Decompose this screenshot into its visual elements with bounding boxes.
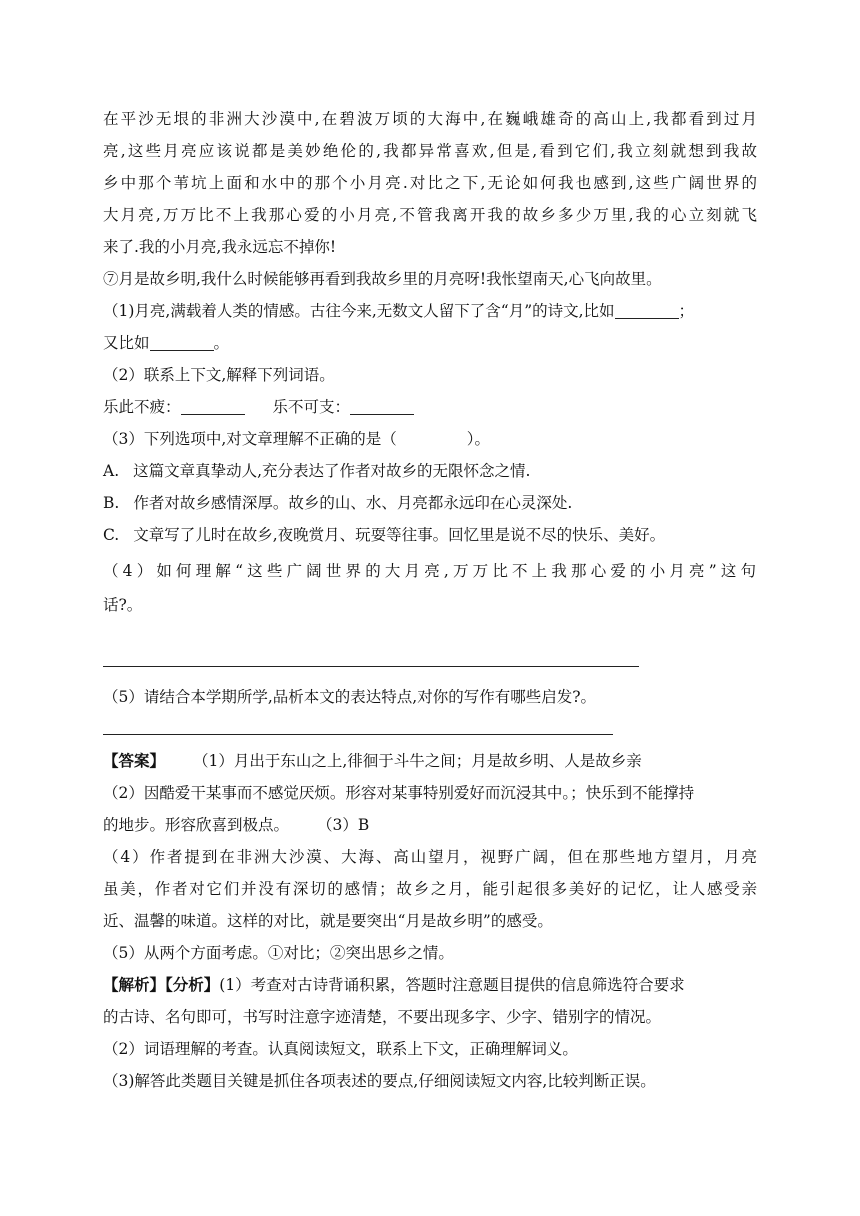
term-1-blank[interactable]: [181, 396, 245, 415]
analysis-line-1: [103, 970, 757, 1000]
question-3-text: （3）下列选项中,对文章理解不正确的是（: [103, 430, 397, 448]
answer-line-4[interactable]: [103, 666, 639, 667]
answer-2-line-2: [103, 810, 757, 840]
question-1-text: （1)月亮,满载着人类的情感。古往今来,无数文人留下了含“月”的诗文,比如: [103, 302, 615, 320]
answer-2-line-1: （2）因酷爱干某事而不感觉厌烦。形容对某事特别爱好而沉浸其中。；快乐到不能撑持: [103, 784, 695, 802]
question-4-line-2: 话?。: [103, 596, 143, 614]
answer-3: （3）B: [317, 816, 370, 834]
question-1-line-2: [103, 328, 757, 358]
term-2-blank[interactable]: [350, 396, 414, 415]
question-1-punct: ；: [678, 302, 695, 320]
answer-5: （5）从两个方面考虑。①对比；②突出思乡之情。: [103, 944, 454, 962]
option-a: [103, 456, 757, 486]
option-c-text: 文章写了儿时在故乡,夜晚赏月、玩耍等往事。回忆里是说不尽的快乐、美好。: [133, 526, 666, 544]
question-3-close: ）。: [466, 430, 491, 448]
question-5: （5）请结合本学期所学,品析本文的表达特点,对你的写作有哪些启发?。: [103, 688, 597, 706]
analysis-text: (1）考查对古诗背诵积累，答题时注意题目提供的信息筛选符合要求: [219, 976, 685, 994]
term-2-label: 乐不可支：: [272, 398, 351, 416]
option-a-label: A.: [103, 462, 120, 480]
term-1-label: 乐此不疲：: [103, 398, 181, 416]
question-1-line-1: [103, 296, 757, 326]
passage-line: 在平沙无垠的非洲大沙漠中,在碧波万顷的大海中,在巍峨雄奇的高山上,我都看到过月: [103, 110, 757, 128]
passage-line: 来了.我的小月亮,我永远忘不掉你!: [103, 238, 337, 256]
passage-line: 乡中那个苇坑上面和水中的那个小月亮.对比之下,无论如何我也感到,这些广阔世界的: [103, 174, 757, 192]
question-1-blank-1[interactable]: [615, 300, 679, 319]
option-c-label: C.: [103, 526, 120, 544]
answer-4-line: 近、温馨的味道。这样的对比，就是要突出“月是故乡明”的感受。: [103, 912, 553, 930]
question-3: [103, 424, 757, 454]
question-1-text-2: 又比如: [103, 334, 150, 352]
passage-paragraph-7: ⑦月是故乡明,我什么时候能够再看到我故乡里的月亮呀!我怅望南天,心飞向故里。: [103, 270, 662, 288]
option-b: [103, 488, 757, 518]
option-b-label: B.: [103, 494, 120, 512]
passage-line: 大月亮,万万比不上我那心爱的小月亮,不管我离开我的故乡多少万里,我的心立刻就飞: [103, 206, 757, 224]
analysis-line: （3)解答此类题目关键是抓住各项表述的要点,仔细阅读短文内容,比较判断正误。: [103, 1072, 656, 1090]
answer-1-line: [103, 746, 757, 776]
option-c: [103, 520, 757, 550]
answer-2-end: 的地步。形容欣喜到极点。: [103, 816, 290, 834]
option-a-text: 这篇文章真挚动人,充分表达了作者对故乡的无限怀念之情.: [133, 462, 531, 480]
analysis-line: （2）词语理解的考查。认真阅读短文，联系上下文，正确理解词义。: [103, 1040, 578, 1058]
analysis-line: 的古诗、名句即可，书写时注意字迹清楚，不要出现多字、少字、错别字的情况。: [103, 1008, 662, 1026]
question-2: （2）联系上下文,解释下列词语。: [103, 366, 335, 384]
question-2-terms: [103, 392, 757, 422]
answer-4-line: （4）作者提到在非洲大沙漠、大海、高山望月，视野广阔，但在那些地方望月，月亮: [103, 848, 757, 866]
answer-4-line: 虽美，作者对它们并没有深切的感情；故乡之月，能引起很多美好的记忆，让人感受亲: [103, 880, 757, 898]
answer-label: 【答案】: [103, 751, 166, 770]
option-b-text: 作者对故乡感情深厚。故乡的山、水、月亮都永远印在心灵深处.: [133, 494, 573, 512]
question-1-end: 。: [213, 334, 230, 352]
question-4-line-1: （4）如何理解“这些广阔世界的大月亮,万万比不上我那心爱的小月亮”这句: [103, 562, 757, 580]
answer-1: （1）月出于东山之上,徘徊于斗牛之间；月是故乡明、人是故乡亲: [193, 752, 642, 770]
passage-line: 亮,这些月亮应该说都是美妙绝伦的,我都异常喜欢,但是,看到它们,我立刻就想到我故: [103, 142, 757, 160]
question-1-blank-2[interactable]: [150, 332, 214, 351]
analysis-label: 【解析】【分析】: [103, 975, 220, 994]
answer-line-5[interactable]: [103, 734, 613, 735]
